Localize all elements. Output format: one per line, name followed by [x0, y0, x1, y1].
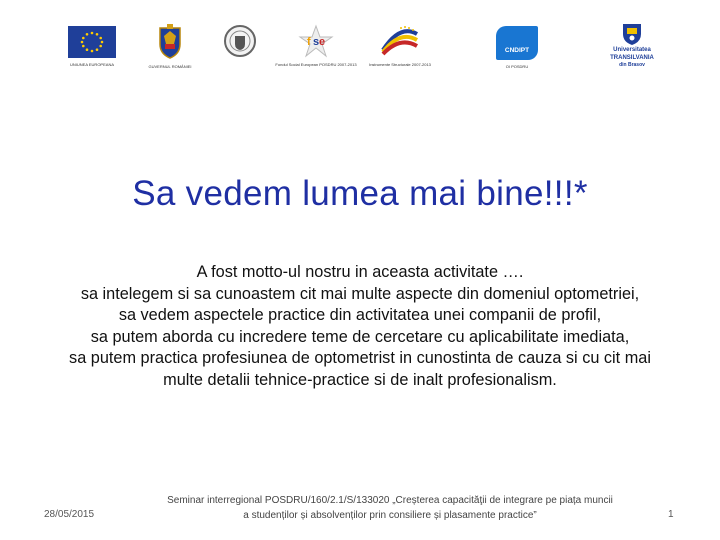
- fse-logo: [275, 24, 357, 67]
- eu-flag-icon: [68, 26, 116, 58]
- footer-line-2: a studenților și absolvenților prin consiliere și plasamente practice”: [243, 510, 537, 521]
- svg-text:s: s: [313, 36, 320, 48]
- unitbv-logo: [600, 20, 664, 69]
- structural-instruments-caption: Instrumente Structurale 2007-2013: [369, 62, 431, 67]
- body-line: sa putem practica profesiunea de optometrist in cunostinta de cauza si cu cit mai: [69, 349, 651, 368]
- fse-caption: Fondul Social European POSDRU 2007-2013: [275, 62, 357, 67]
- svg-text:f: f: [307, 36, 311, 48]
- body-line: multe detalii tehnice-practice si de inalt profesionalism.: [163, 370, 557, 389]
- structural-instruments-logo: [369, 24, 431, 67]
- romania-logo: [145, 22, 195, 69]
- seal-icon: [223, 24, 257, 58]
- footer-line-1: Seminar interregional POSDRU/160/2.1/S/133020 „Creșterea capacităţii de integrare pe piața muncii: [167, 495, 613, 506]
- structural-instruments-icon: [377, 24, 423, 58]
- cndipt-label: CNDIPT: [504, 47, 530, 54]
- coat-of-arms-icon: [156, 22, 184, 60]
- slide-title: Sa vedem lumea mai bine!!!*: [132, 174, 588, 213]
- unitbv-crest-icon: [619, 20, 645, 46]
- svg-text:e: e: [319, 36, 326, 48]
- cndipt-logo: [494, 26, 540, 69]
- logo-bar: [0, 0, 720, 90]
- body-line: A fost motto-ul nostru in aceasta activitate ….: [196, 263, 524, 281]
- eu-caption: UNIUNEA EUROPEANA: [69, 62, 114, 67]
- body-line: sa vedem aspectele practice din activitatea unei companii de profil,: [118, 306, 602, 325]
- romania-caption: GUVERNUL ROMÂNIEI: [148, 64, 192, 69]
- unitbv-line2: TRANSILVANIA: [610, 55, 654, 61]
- unitbv-line1: Universitatea: [613, 47, 651, 53]
- cndipt-icon: [496, 26, 538, 60]
- cndipt-caption: OI POSDRU: [505, 64, 529, 69]
- ministry-logo: [220, 24, 260, 58]
- footer-center: [100, 493, 680, 523]
- footer-date: 28/05/2015: [44, 509, 95, 520]
- unitbv-line3: din Brasov: [619, 62, 645, 68]
- page-number: 1: [668, 509, 674, 520]
- body-line: sa intelegem si sa cunoastem cit mai multe aspecte din domeniul optometriei,: [80, 284, 640, 303]
- slide-body: [20, 262, 700, 392]
- body-line: sa putem aborda cu incredere teme de cercetare cu aplicabilitate imediata,: [90, 327, 630, 346]
- fse-star-icon: [294, 24, 338, 58]
- eu-flag-logo: [63, 26, 121, 67]
